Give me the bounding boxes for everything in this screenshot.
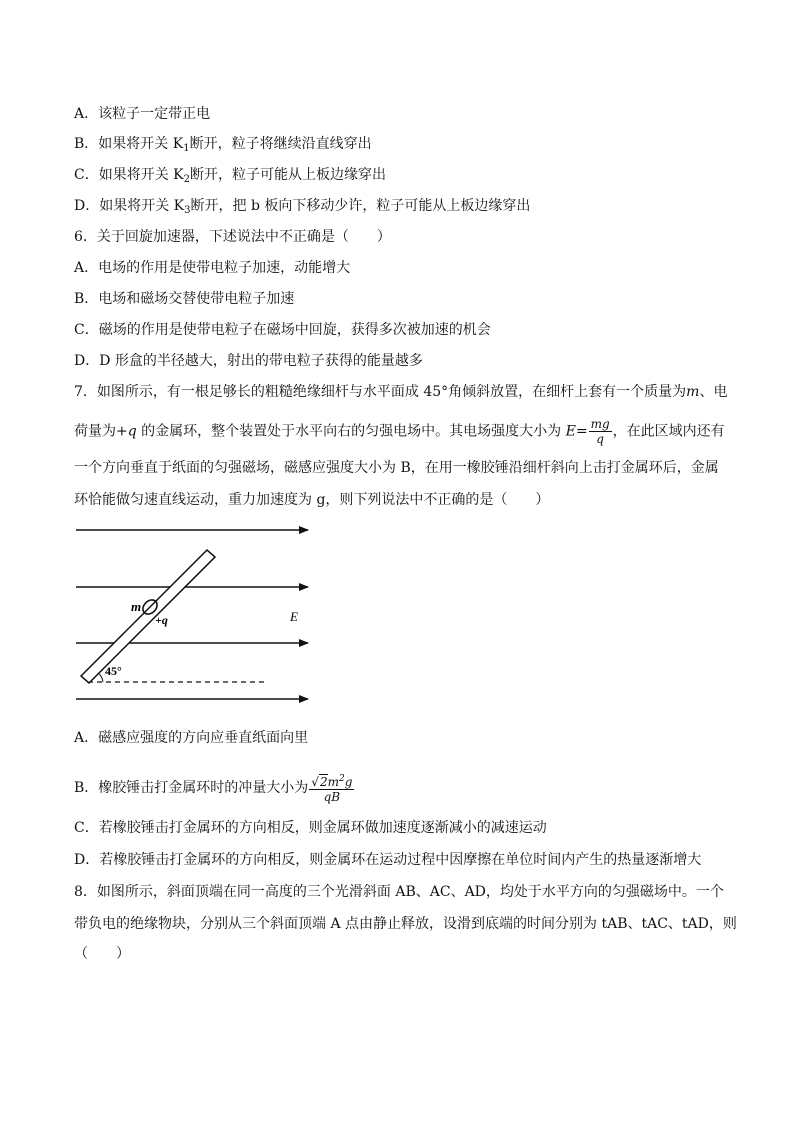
subscript: 2 [183,174,190,185]
text: 7．如图所示，有一根足够长的粗糙绝缘细杆与水平面成 45°角倾斜放置，在细杆上套有一个质量为 [74,384,687,400]
q7-option-d: D．若橡胶锤击打金属环的方向相反，则金属环在运动过程中因摩擦在单位时间内产生的热量逐渐增大 [74,852,702,868]
numerator: $√2m^2g$ [311,774,353,789]
fraction-mg-over-q [589,417,612,446]
subscript: 3 [184,205,191,216]
superscript: 2 [338,774,345,784]
field-e-label: E [290,609,298,624]
q8-stem-line-2: 带负电的绝缘物块，分别从三个斜面顶端 A 点由静止释放，设滑到底端的时间分别为 tAB、tAC、tAD，则 [74,916,737,932]
text: 荷量为+ [74,423,128,440]
q6-option-a: A．电场的作用是使带电粒子加速，动能增大 [74,260,351,276]
q5-option-d [74,196,530,221]
angle-label: 45° [105,664,122,678]
text: D．如果将开关 K [74,198,185,214]
insulated-rod [81,550,215,683]
text: ，在此区域内还有 [612,423,725,440]
sqrt-radicand: 2 [319,775,328,789]
q8-stem-line-3: （ ） [74,946,130,962]
q7-stem-line-4: 环恰能做匀速直线运动，重力加速度为 g，则下列说法中不正确的是（ ） [74,492,550,508]
q5-option-b [74,134,372,159]
mass-label: m [131,599,142,614]
q6-option-b: B．电场和磁场交替使带电粒子加速 [74,291,295,307]
var-e: E= [565,423,588,440]
charge-label: +q [155,613,168,627]
q7-option-a: A．磁感应强度的方向应垂直纸面向里 [74,730,309,746]
q6-option-d: D．D 形盒的半径越大，射出的带电粒子获得的能量越多 [74,353,423,369]
text: 断开，粒子将继续沿直线穿出 [189,136,372,152]
numerator: mg [590,417,610,431]
var-q: q [127,423,137,440]
q5-option-a: A．该粒子一定带正电 [74,106,211,122]
q7-option-c: C．若橡胶锤击打金属环的方向相反，则金属环做加速度逐渐减小的减速运动 [74,820,547,836]
var-m: m [686,384,700,400]
q7-stem-line-1 [74,382,727,402]
q6-stem: 6．关于回旋加速器，下述说法中不正确是（ ） [74,229,391,245]
q5-option-c [74,165,386,190]
text: 的金属环，整个装置处于水平向右的匀强电场中。其电场强度大小为 [136,423,566,440]
text: B．橡胶锤击打金属环时的冲量大小为 [74,780,309,796]
text: C．如果将开关 K [74,167,184,183]
text: 断开，粒子可能从上板边缘穿出 [190,167,386,183]
var-m: m [327,775,339,789]
q7-stem-line-3: 一个方向垂直于纸面的匀强磁场，磁感应强度大小为 B，在用一橡胶锤沿细杆斜向上击打金属环后，金属 [74,460,719,476]
q8-stem-line-1: 8．如图所示，斜面顶端在同一高度的三个光滑斜面 AB、AC、AD，均处于水平方向的匀强磁场中。一个 [74,884,724,900]
angle-arc [98,673,103,682]
q7-stem-line-2 [74,417,725,446]
fraction-impulse [309,772,354,804]
q6-option-c: C．磁场的作用是使带电粒子在磁场中回旋，获得多次被加速的机会 [74,322,491,338]
text: B．如果将开关 K [74,136,184,152]
var-g: g [344,775,353,789]
denominator: q [596,432,604,446]
q7-figure [70,515,320,710]
denominator: qB [323,790,341,804]
text: 、电 [699,384,728,400]
subscript: 1 [183,143,190,154]
text: 断开，把 b 板向下移动少许，粒子可能从上板边缘穿出 [190,198,531,214]
q7-option-b [74,772,355,804]
